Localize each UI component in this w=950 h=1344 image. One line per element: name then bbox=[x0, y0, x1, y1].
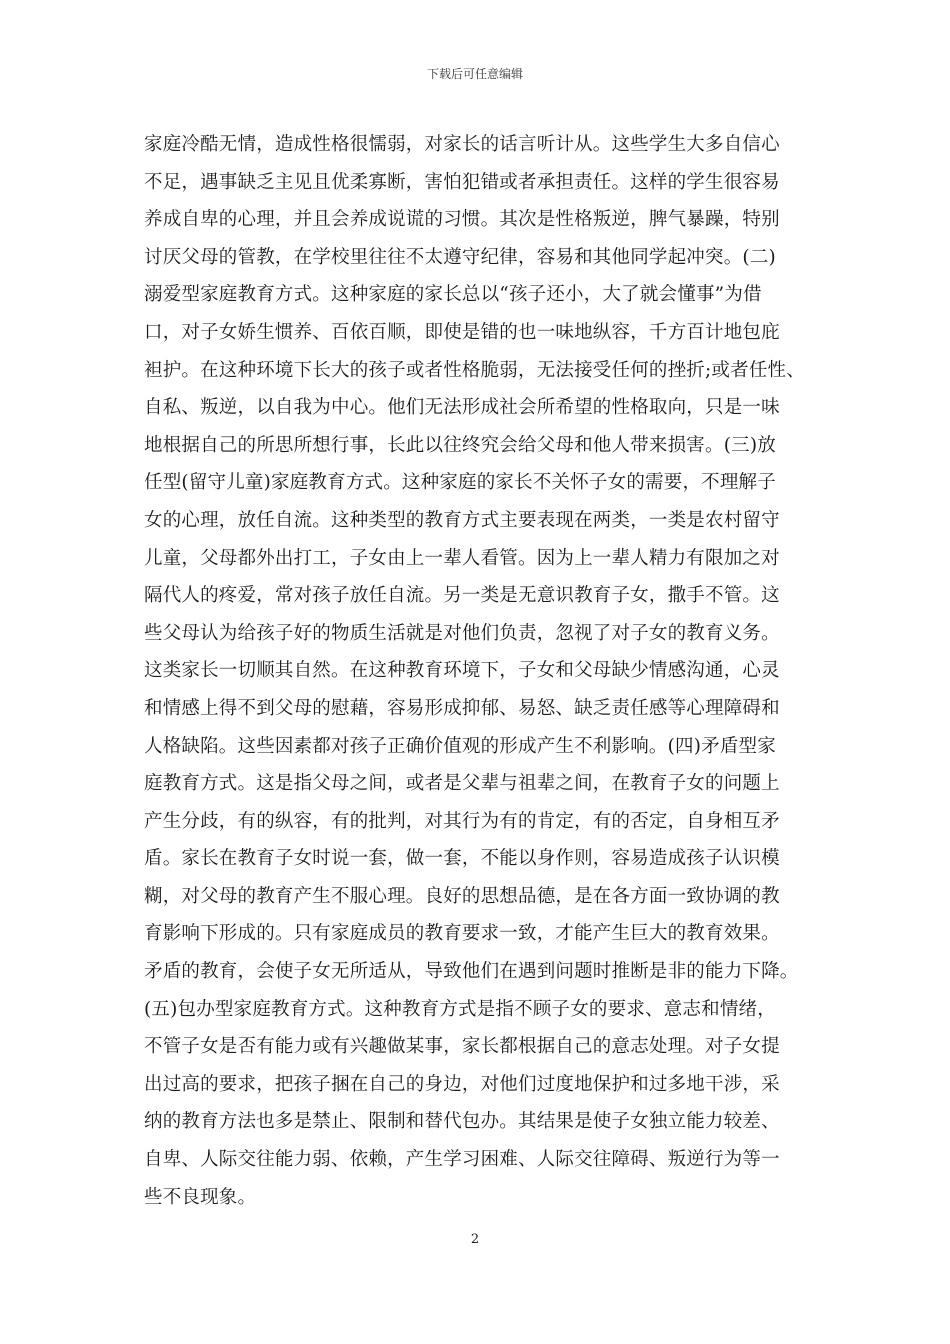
text-line: 口，对子女娇生惯养、百依百顺，即使是错的也一味地纵容，千方百计地包庇 bbox=[144, 321, 780, 343]
text-line: 不足，遇事缺乏主见且优柔寡断，害怕犯错或者承担责任。这样的学生很容易 bbox=[144, 171, 780, 193]
text-line: 出过高的要求，把孩子捆在自己的身边，对他们过度地保护和过多地干涉，采 bbox=[144, 1073, 780, 1095]
page-header: 下载后可任意编辑 bbox=[426, 67, 523, 81]
text-line: 些不良现象。 bbox=[144, 1186, 257, 1208]
text-line: 矛盾的教育，会使子女无所适从，导致他们在遇到问题时推断是非的能力下降。 bbox=[144, 961, 799, 983]
text-line: 隔代人的疼爱，常对孩子放任自流。另一类是无意识教育子女，撒手不管。这 bbox=[144, 585, 780, 607]
text-line: 这类家长一切顺其自然。在这种教育环境下，子女和父母缺少情感沟通，心灵 bbox=[144, 660, 780, 682]
page-number: 2 bbox=[470, 1232, 480, 1247]
body-paragraph bbox=[144, 126, 824, 1216]
text-line: 庭教育方式。这是指父母之间，或者是父辈与祖辈之间，在教育子女的问题上 bbox=[144, 773, 780, 795]
text-line: 自私、叛逆，以自我为中心。他们无法形成社会所希望的性格取向，只是一味 bbox=[144, 397, 780, 419]
text-line: 产生分歧，有的纵容，有的批判，对其行为有的肯定，有的否定，自身相互矛 bbox=[144, 810, 780, 832]
text-line: 自卑、人际交往能力弱、依赖，产生学习困难、人际交往障碍、叛逆行为等一 bbox=[144, 1149, 780, 1171]
text-line: 任型(留守儿童)家庭教育方式。这种家庭的家长不关怀子女的需要，不理解子 bbox=[144, 472, 776, 494]
text-line: 些父母认为给孩子好的物质生活就是对他们负责，忽视了对子女的教育义务。 bbox=[144, 622, 780, 644]
text-line: 不管子女是否有能力或有兴趣做某事，家长都根据自己的意志处理。对子女提 bbox=[144, 1036, 780, 1058]
text-line: 和情感上得不到父母的慰藉，容易形成抑郁、易怒、缺乏责任感等心理障碍和 bbox=[144, 697, 780, 719]
text-line: 讨厌父母的管教，在学校里往往不太遵守纪律，容易和其他同学起冲突。(二) bbox=[144, 246, 776, 268]
text-line: 地根据自己的所思所想行事，长此以往终究会给父母和他人带来损害。(三)放 bbox=[144, 434, 776, 456]
text-line: 育影响下形成的。只有家庭成员的教育要求一致，才能产生巨大的教育效果。 bbox=[144, 923, 780, 945]
text-line: 溺爱型家庭教育方式。这种家庭的家长总以“孩子还小，大了就会懂事”为借 bbox=[144, 284, 762, 306]
text-line: 人格缺陷。这些因素都对孩子正确价值观的形成产生不利影响。(四)矛盾型家 bbox=[144, 735, 776, 757]
text-line: 儿童，父母都外出打工，子女由上一辈人看管。因为上一辈人精力有限加之对 bbox=[144, 547, 780, 569]
text-line: 纳的教育方法也多是禁止、限制和替代包办。其结果是使子女独立能力较差、 bbox=[144, 1111, 780, 1133]
text-line: 女的心理，放任自流。这种类型的教育方式主要表现在两类，一类是农村留守 bbox=[144, 509, 780, 531]
text-line: (五)包办型家庭教育方式。这种教育方式是指不顾子女的要求、意志和情绪， bbox=[144, 998, 776, 1020]
text-line: 糊，对父母的教育产生不服心理。良好的思想品德，是在各方面一致协调的教 bbox=[144, 885, 780, 907]
text-line: 袒护。在这种环境下长大的孩子或者性格脆弱，无法接受任何的挫折;或者任性、 bbox=[144, 359, 805, 381]
text-line: 养成自卑的心理，并且会养成说谎的习惯。其次是性格叛逆，脾气暴躁，特别 bbox=[144, 209, 780, 231]
text-line: 家庭冷酷无情，造成性格很懦弱，对家长的话言听计从。这些学生大多自信心 bbox=[144, 134, 780, 155]
text-line: 盾。家长在教育子女时说一套，做一套，不能以身作则，容易造成孩子认识模 bbox=[144, 848, 780, 870]
